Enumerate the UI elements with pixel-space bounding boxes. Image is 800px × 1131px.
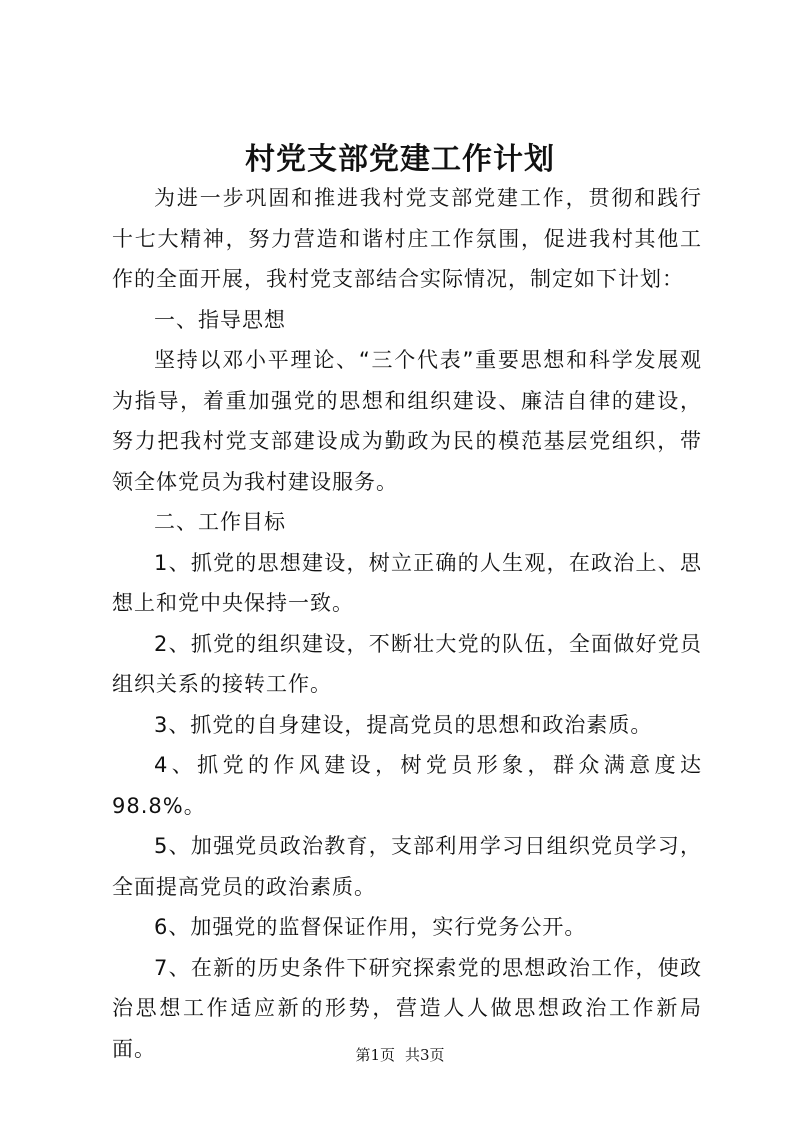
page-total: 共3页 [405,1046,445,1064]
page-footer [0,1044,800,1066]
goal-item-2: 2、抓党的组织建设，不断壮大党的队伍，全面做好党员组织关系的接转工作。 [112,631,702,696]
goal-item-7: 7、在新的历史条件下研究探索党的思想政治工作，使政治思想工作适应新的形势，营造人人做思想政治工作新局面。 [112,955,702,1061]
goal-item-6: 6、加强党的监督保证作用，实行党务公开。 [154,915,587,939]
document-body [112,178,702,1069]
section-heading-work-goals: 二、工作目标 [154,510,286,534]
goal-item-3: 3、抓党的自身建设，提高党员的思想和政治素质。 [154,712,653,737]
goal-item-1: 1、抓党的思想建设，树立正确的人生观，在政治上、思想上和党中央保持一致。 [112,550,702,615]
section-heading-guiding-ideology: 一、指导思想 [154,307,286,332]
goal-item-4: 4、抓党的作风建设，树党员形象，群众满意度达98.8%。 [112,753,702,818]
page-number: 第1页 [355,1046,395,1064]
guiding-ideology-paragraph: 坚持以邓小平理论、“三个代表”重要思想和科学发展观为指导，着重加强党的思想和组织建设、廉洁自律的建设，努力把我村党支部建设成为勤政为民的模范基层党组织，带领全体党员为我村建设服务。 [112,348,702,494]
intro-paragraph: 为进一步巩固和推进我村党支部党建工作，贯彻和践行十七大精神，努力营造和谐村庄工作氛围，促进我村其他工作的全面开展，我村党支部结合实际情况，制定如下计划： [112,186,702,291]
document-title: 村党支部党建工作计划 [245,142,555,177]
goal-item-5: 5、加强党员政治教育，支部利用学习日组织党员学习，全面提高党员的政治素质。 [112,834,702,899]
